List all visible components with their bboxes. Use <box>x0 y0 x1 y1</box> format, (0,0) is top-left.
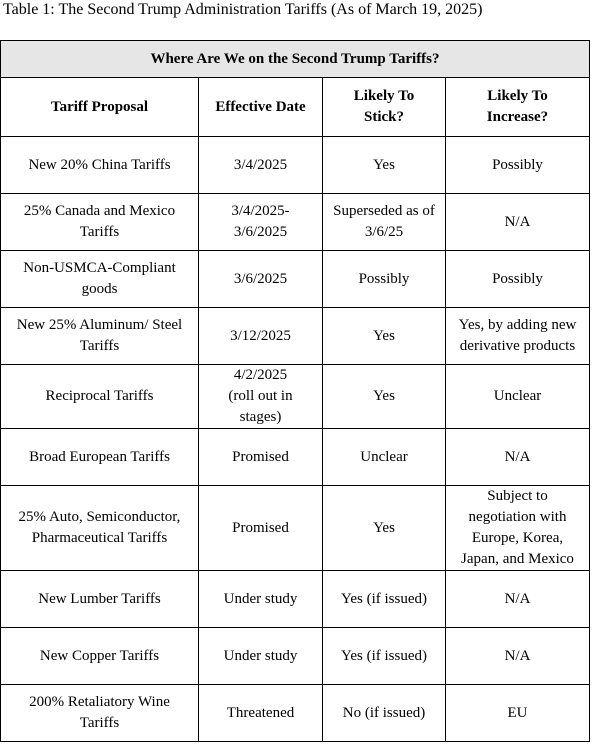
cell-likely-to-increase <box>446 628 590 685</box>
cell-tariff-proposal <box>1 308 199 365</box>
cell-text-line: stages) <box>239 409 282 425</box>
cell-tariff-proposal <box>1 571 199 628</box>
cell-likely-to-increase <box>446 365 590 429</box>
cell-text-line: Unclear <box>493 388 542 404</box>
cell-likely-to-stick <box>323 429 446 486</box>
cell-text-line: Tariffs <box>79 224 120 240</box>
table-row <box>1 486 590 571</box>
cell-likely-to-stick <box>323 194 446 251</box>
cell-text-line: Pharmaceutical Tariffs <box>31 530 168 546</box>
cell-text-line: 200% Retaliatory Wine <box>29 694 170 710</box>
cell-text-line: goods <box>81 281 118 297</box>
cell-text-line: Yes (if issued) <box>341 590 427 607</box>
cell-effective-date <box>199 486 323 571</box>
header-tariff-proposal: Tariff Proposal <box>1 78 199 137</box>
cell-tariff-proposal <box>1 685 199 742</box>
cell-text-line: Broad European Tariffs <box>29 448 170 465</box>
cell-text-line: Yes (if issued) <box>341 647 427 664</box>
header-line: Increase? <box>486 109 549 125</box>
cell-text-line: Yes <box>373 327 395 344</box>
cell-text-line: negotiation with <box>468 509 567 525</box>
cell-text-line: 3/6/25 <box>364 224 404 240</box>
table-row <box>1 308 590 365</box>
cell-tariff-proposal <box>1 486 199 571</box>
header-likely-to-stick <box>323 78 446 137</box>
cell-text-line: Superseded as of <box>333 203 435 219</box>
cell-text-line: 25% Canada and Mexico <box>23 203 176 219</box>
cell-tariff-proposal <box>1 251 199 308</box>
cell-likely-to-stick <box>323 308 446 365</box>
header-line: Likely To <box>353 88 415 104</box>
cell-text-line: Subject to <box>487 488 548 504</box>
cell-likely-to-increase <box>446 251 590 308</box>
cell-effective-date <box>199 571 323 628</box>
cell-tariff-proposal <box>1 194 199 251</box>
cell-likely-to-increase <box>446 685 590 742</box>
cell-tariff-proposal <box>1 429 199 486</box>
header-likely-to-increase <box>446 78 590 137</box>
table-row <box>1 429 590 486</box>
cell-text-line: Under study <box>223 647 298 664</box>
cell-likely-to-increase <box>446 308 590 365</box>
header-row <box>1 78 590 137</box>
cell-likely-to-increase <box>446 571 590 628</box>
cell-effective-date <box>199 194 323 251</box>
header-line: Likely To <box>487 88 548 104</box>
cell-text-line: 3/4/2025- <box>231 203 290 219</box>
cell-text-line: Possibly <box>492 270 543 287</box>
cell-text-line: Under study <box>223 590 298 607</box>
cell-text-line: Yes <box>373 388 395 404</box>
table-row <box>1 194 590 251</box>
cell-tariff-proposal <box>1 628 199 685</box>
cell-text-line: derivative products <box>459 338 576 354</box>
table-banner: Where Are We on the Second Trump Tariffs? <box>1 41 590 78</box>
cell-text-line: Japan, and Mexico <box>461 551 574 567</box>
table-row <box>1 137 590 194</box>
tariffs-table <box>0 40 590 742</box>
cell-text-line: New Copper Tariffs <box>39 647 160 664</box>
cell-text-line: 25% Auto, Semiconductor, <box>18 509 181 525</box>
cell-text-line: N/A <box>504 448 531 465</box>
cell-effective-date <box>199 429 323 486</box>
cell-likely-to-stick <box>323 628 446 685</box>
table-row <box>1 365 590 429</box>
cell-text-line: Reciprocal Tariffs <box>45 388 154 404</box>
cell-text-line: 3/12/2025 <box>230 327 291 344</box>
cell-text-line: No (if issued) <box>342 704 426 721</box>
cell-text-line: Possibly <box>492 156 543 173</box>
cell-text-line: N/A <box>504 647 531 664</box>
cell-likely-to-increase <box>446 194 590 251</box>
cell-text-line: N/A <box>504 213 531 230</box>
banner-row <box>1 41 590 78</box>
cell-text-line: New 20% China Tariffs <box>28 156 171 173</box>
cell-text-line: 3/6/2025 <box>233 224 288 240</box>
cell-effective-date <box>199 365 323 429</box>
cell-likely-to-increase <box>446 486 590 571</box>
cell-text-line: Yes, by adding new <box>458 317 577 333</box>
cell-text-line: EU <box>507 704 528 721</box>
cell-text-line: New Lumber Tariffs <box>38 590 161 607</box>
cell-likely-to-increase <box>446 137 590 194</box>
cell-text-line: Yes <box>373 519 395 536</box>
cell-text-line: (roll out in <box>228 388 293 404</box>
cell-text-line: 3/4/2025 <box>233 156 288 173</box>
cell-text-line: Unclear <box>360 448 408 465</box>
cell-text-line: Yes <box>373 156 395 173</box>
cell-likely-to-stick <box>323 137 446 194</box>
cell-likely-to-stick <box>323 486 446 571</box>
cell-effective-date <box>199 308 323 365</box>
cell-likely-to-stick <box>323 365 446 429</box>
cell-text-line: 3/6/2025 <box>233 270 288 287</box>
table-row <box>1 251 590 308</box>
cell-text-line: Promised <box>232 519 289 536</box>
cell-text-line: N/A <box>504 590 531 607</box>
cell-effective-date <box>199 137 323 194</box>
cell-text-line: Tariffs <box>79 715 120 731</box>
cell-tariff-proposal <box>1 365 199 429</box>
cell-likely-to-increase <box>446 429 590 486</box>
cell-tariff-proposal <box>1 137 199 194</box>
cell-effective-date <box>199 628 323 685</box>
cell-likely-to-stick <box>323 571 446 628</box>
cell-text-line: New 25% Aluminum/ Steel <box>16 317 183 333</box>
cell-effective-date <box>199 685 323 742</box>
cell-likely-to-stick <box>323 685 446 742</box>
cell-text-line: Non-USMCA-Compliant <box>23 260 176 276</box>
cell-text-line: Europe, Korea, <box>471 530 564 546</box>
header-effective-date: Effective Date <box>199 78 323 137</box>
cell-text-line: Promised <box>232 448 289 465</box>
cell-text-line: Possibly <box>358 270 410 287</box>
cell-text-line: Tariffs <box>79 338 120 354</box>
cell-text-line: 4/2/2025 <box>233 367 288 383</box>
table-row <box>1 628 590 685</box>
cell-effective-date <box>199 251 323 308</box>
table-row <box>1 571 590 628</box>
cell-likely-to-stick <box>323 251 446 308</box>
header-line: Stick? <box>363 109 404 125</box>
table-caption: Table 1: The Second Trump Administration Tariffs (As of March 19, 2025) <box>3 1 483 18</box>
table-row <box>1 685 590 742</box>
cell-text-line: Threatened <box>226 704 295 721</box>
